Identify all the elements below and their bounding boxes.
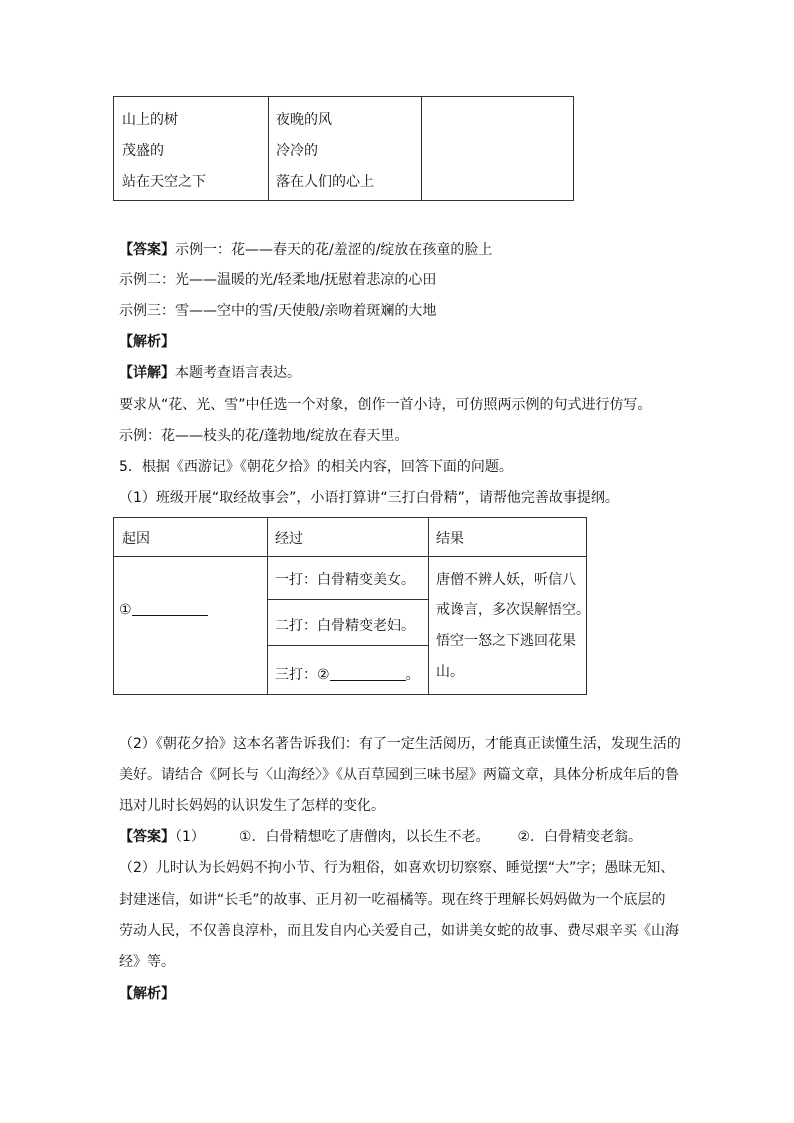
poem-cell: 站在天空之下 xyxy=(122,174,206,190)
process-2: 二打：白骨精变老妇。 xyxy=(275,618,415,634)
answer2-part-b: ②．白骨精变老翁。 xyxy=(517,829,643,845)
answer2-part-a: ①．白骨精想吃了唐僧肉，以长生不老。 xyxy=(238,829,490,845)
answer-label: 【答案】 xyxy=(119,242,175,258)
analysis2-label: 【解析】 xyxy=(119,986,175,1002)
table-divider xyxy=(267,645,428,646)
answer2-line3: 封建迷信，如讲“长毛”的故事、正月初一吃福橘等。现在终于理解长妈妈做为一个底层的 xyxy=(119,892,666,908)
analysis1-line2: 示例：花——枝头的花/蓬勃地/绽放在春天里。 xyxy=(119,428,409,444)
answer2-line5: 经》等。 xyxy=(119,954,175,970)
table-divider xyxy=(428,518,429,694)
detail-text: 本题考查语言表达。 xyxy=(175,365,301,381)
answer2-line4: 劳动人民，不仅善良淳朴，而且发自内心关爱自己，如讲美女蛇的故事、费尽艰辛买《山海 xyxy=(119,923,679,939)
answer2-prefix: （1） xyxy=(175,829,205,845)
detail-label: 【详解】 xyxy=(119,365,175,381)
process-3-end: 。 xyxy=(405,667,420,683)
process-1: 一打：白骨精变美女。 xyxy=(275,572,415,588)
answer1-line2: 示例二：光——温暖的光/轻柔地/抚慰着悲凉的心田 xyxy=(119,272,437,288)
analysis1-line1: 要求从“花、光、雪”中任选一个对象，创作一首小诗，可仿照两示例的句式进行仿写。 xyxy=(119,397,652,413)
process-3-blank xyxy=(330,666,406,681)
result-line: 唐僧不辨人妖，听信八 xyxy=(436,572,576,588)
sub2-line3: 迅对儿时长妈妈的认识发生了怎样的变化。 xyxy=(119,798,385,814)
result-line: 悟空一怒之下逃回花果 xyxy=(436,633,576,649)
table-divider xyxy=(114,556,586,557)
answer2-line1 xyxy=(119,827,642,847)
answer1-line3: 示例三：雪——空中的雪/天使般/亲吻着斑斓的大地 xyxy=(119,303,437,319)
answer-label: 【答案】 xyxy=(119,829,175,845)
header-result: 结果 xyxy=(436,531,464,547)
process-3 xyxy=(275,664,420,684)
result-line: 戒谗言，多次误解悟空。 xyxy=(436,602,590,618)
sub2-line2: 美好。请结合《阿长与〈山海经〉》《从百草园到三味书屋》两篇文章，具体分析成年后的鲁 xyxy=(119,767,679,783)
answer2-line2: （2）儿时认为长妈妈不拘小节、行为粗俗，如喜欢切切察察、睡觉摆“大”字；愚昧无知、 xyxy=(119,860,675,876)
question5-title: 5．根据《西游记》《朝花夕拾》的相关内容，回答下面的问题。 xyxy=(119,459,513,475)
cause-blank xyxy=(132,601,208,616)
analysis1-detail xyxy=(119,363,301,383)
question5-sub1: （1）班级开展“取经故事会”，小语打算讲“三打白骨精”，请帮他完善故事提纲。 xyxy=(119,490,619,506)
sub2-line1: （2）《朝花夕拾》这本名著告诉我们：有了一定生活阅历，才能真正读懂生活，发现生活的 xyxy=(119,736,681,752)
cause-marker: ① xyxy=(119,602,132,618)
table-divider xyxy=(267,518,268,694)
poem-cell: 落在人们的心上 xyxy=(276,174,374,190)
poem-cell: 冷冷的 xyxy=(276,143,318,159)
table-divider xyxy=(267,599,428,600)
story-table xyxy=(113,517,590,695)
analysis1-label: 【解析】 xyxy=(119,334,175,350)
poem-cell: 茂盛的 xyxy=(122,143,164,159)
process-3-text: 三打：② xyxy=(275,667,330,683)
answer1-text: 示例一：花——春天的花/羞涩的/绽放在孩童的脸上 xyxy=(175,242,493,258)
poem-table xyxy=(113,96,574,201)
header-process: 经过 xyxy=(275,531,303,547)
answer1-line1 xyxy=(119,240,492,260)
result-line: 山。 xyxy=(436,664,464,680)
header-cause: 起因 xyxy=(122,531,150,547)
poem-cell: 山上的树 xyxy=(122,112,178,128)
poem-cell: 夜晚的风 xyxy=(276,112,332,128)
cause-cell xyxy=(119,601,208,618)
